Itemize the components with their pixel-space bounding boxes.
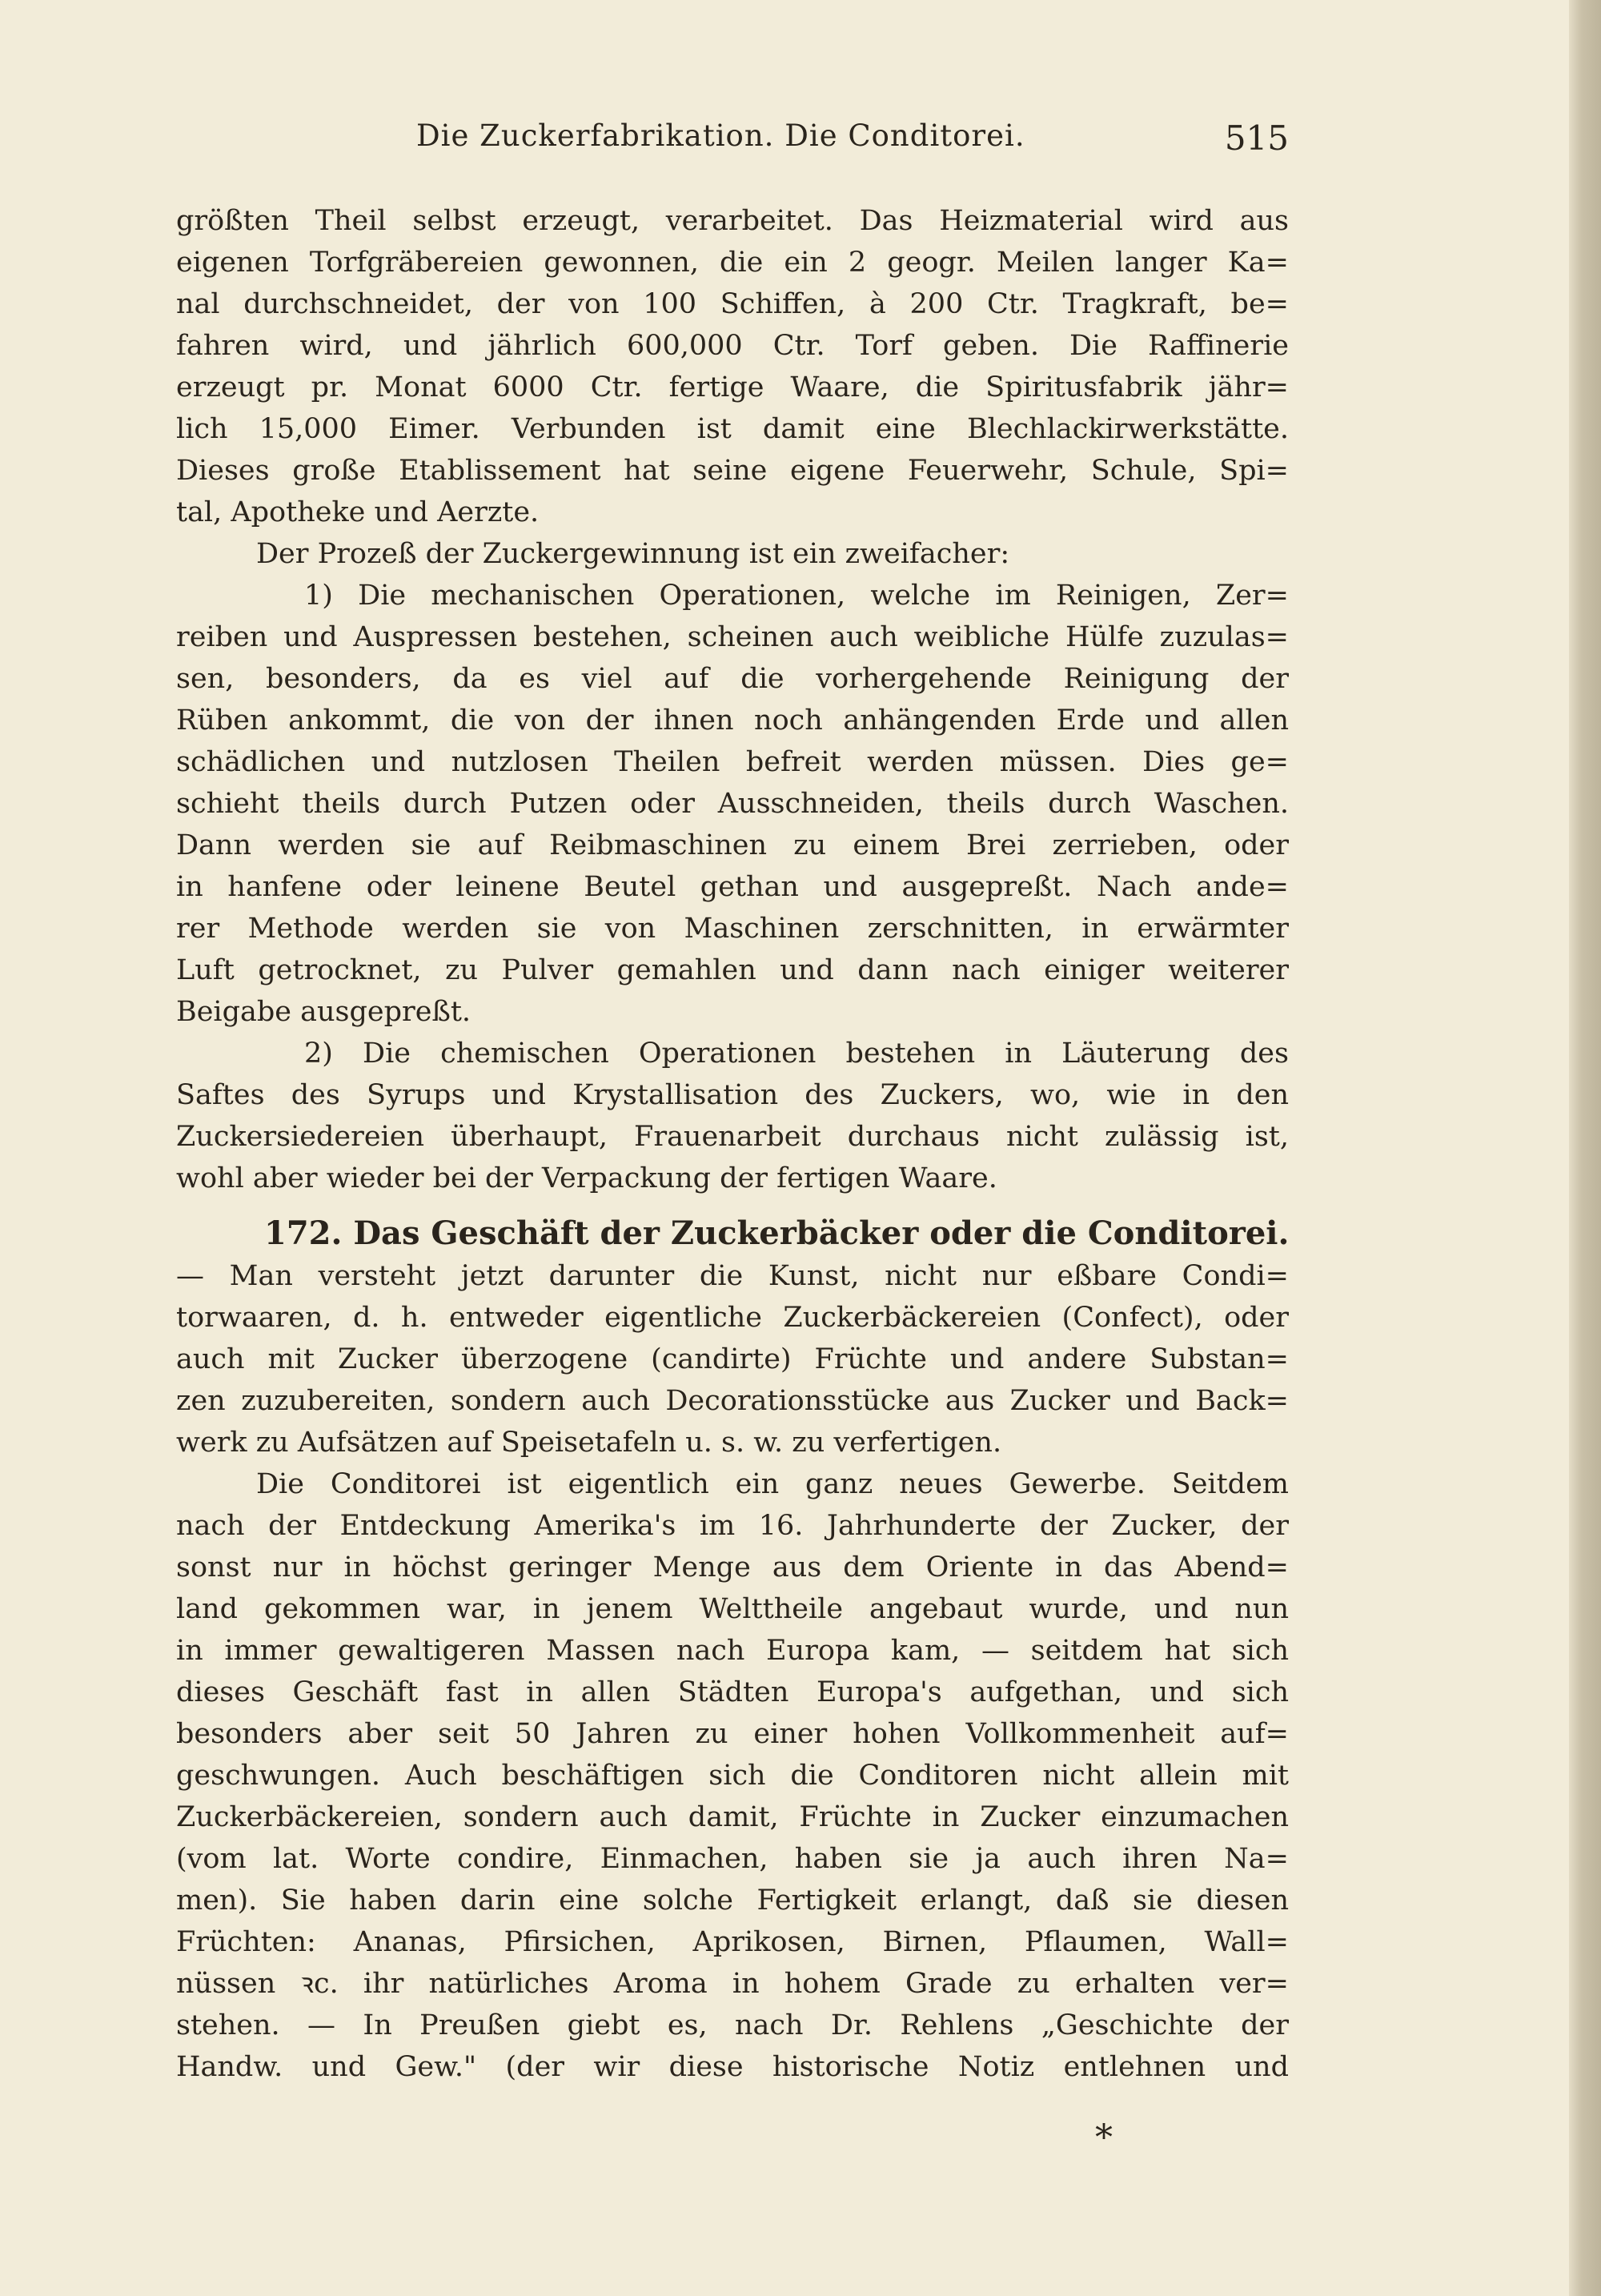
text-line: dieses Geschäft fast in allen Städten Europa's aufgethan, und sich [176, 1676, 1289, 1708]
text-line: — Man versteht jetzt darunter die Kunst, nicht nur eßbare Condi= [176, 1260, 1289, 1292]
text-line: rer Methode werden sie von Maschinen zerschnitten, in erwärmter [176, 913, 1289, 945]
text-line: Dann werden sie auf Reibmaschinen zu einem Brei zerrieben, oder [176, 829, 1289, 861]
page-edge [1569, 0, 1601, 2296]
text-line: in immer gewaltigeren Massen nach Europa kam, — seitdem hat sich [176, 1635, 1289, 1667]
text-line: (vom lat. Worte condire, Einmachen, haben sie ja auch ihren Na= [176, 1843, 1289, 1875]
section-heading: 172. Das Geschäft der Zuckerbäcker oder die Conditorei. [264, 1214, 1290, 1252]
text-line: werk zu Aufsätzen auf Speisetafeln u. s. w. zu verfertigen. [176, 1427, 1002, 1459]
text-line: besonders aber seit 50 Jahren zu einer hohen Vollkommenheit auf= [176, 1718, 1289, 1750]
text-line: Früchten: Ananas, Pfirsichen, Aprikosen, Birnen, Pflaumen, Wall= [176, 1926, 1289, 1958]
text-line: sonst nur in höchst geringer Menge aus dem Oriente in das Abend= [176, 1551, 1289, 1584]
text-line: auch mit Zucker überzogene (candirte) Früchte und andere Substan= [176, 1343, 1289, 1375]
text-line: reiben und Auspressen bestehen, scheinen auch weibliche Hülfe zuzulas= [176, 621, 1289, 653]
text-line: torwaaren, d. h. entweder eigentliche Zuckerbäckereien (Confect), oder [176, 1302, 1289, 1334]
running-title: Die Zuckerfabrikation. Die Conditorei. [416, 118, 1025, 153]
text-line: schädlichen und nutzlosen Theilen befreit werden müssen. Dies ge= [176, 746, 1289, 778]
text-line: erzeugt pr. Monat 6000 Ctr. fertige Waare, die Spiritusfabrik jähr= [176, 371, 1289, 403]
text-line: Zuckerbäckereien, sondern auch damit, Früchte in Zucker einzumachen [176, 1801, 1289, 1833]
text-line: sen, besonders, da es viel auf die vorhergehende Reinigung der [176, 663, 1289, 695]
text-line: land gekommen war, in jenem Welttheile angebaut wurde, und nun [176, 1593, 1289, 1625]
text-line: eigenen Torfgräbereien gewonnen, die ein 2 geogr. Meilen langer Ka= [176, 247, 1289, 279]
text-line: Rüben ankommt, die von der ihnen noch anhängenden Erde und allen [176, 704, 1289, 737]
signature-mark: * [1095, 2117, 1113, 2158]
text-line: in hanfene oder leinene Beutel gethan und ausgepreßt. Nach ande= [176, 871, 1289, 903]
text-line: nal durchschneidet, der von 100 Schiffen, à 200 Ctr. Tragkraft, be= [176, 288, 1289, 320]
text-line: men). Sie haben darin eine solche Fertigkeit erlangt, daß sie diesen [176, 1885, 1289, 1917]
text-line: tal, Apotheke und Aerzte. [176, 496, 540, 528]
text-line: Der Prozeß der Zuckergewinnung ist ein zweifacher: [256, 538, 1010, 570]
text-line: 2) Die chemischen Operationen bestehen in Läuterung des [304, 1038, 1289, 1070]
text-line: zen zuzubereiten, sondern auch Decorationsstücke aus Zucker und Back= [176, 1385, 1289, 1417]
text-line: Dieses große Etablissement hat seine eigene Feuerwehr, Schule, Spi= [176, 455, 1289, 487]
text-line: Saftes des Syrups und Krystallisation des Zuckers, wo, wie in den [176, 1079, 1289, 1111]
page-header [176, 118, 1289, 160]
text-line: geschwungen. Auch beschäftigen sich die Conditoren nicht allein mit [176, 1760, 1289, 1792]
text-line: schieht theils durch Putzen oder Ausschneiden, theils durch Waschen. [176, 788, 1289, 820]
text-line: lich 15,000 Eimer. Verbunden ist damit eine Blechlackirwerkstätte. [176, 413, 1289, 445]
text-block-after [176, 1255, 1289, 2088]
text-line: Luft getrocknet, zu Pulver gemahlen und dann nach einiger weiterer [176, 954, 1289, 986]
text-line: Beigabe ausgepreßt. [176, 996, 471, 1028]
text-line: größten Theil selbst erzeugt, verarbeitet. Das Heizmaterial wird aus [176, 205, 1289, 237]
text-line: wohl aber wieder bei der Verpackung der fertigen Waare. [176, 1162, 997, 1194]
text-line: stehen. — In Preußen giebt es, nach Dr. Rehlens „Geschichte der [176, 2009, 1289, 2041]
text-block-before [176, 200, 1289, 1199]
text-line: Die Conditorei ist eigentlich ein ganz neues Gewerbe. Seitdem [256, 1468, 1289, 1500]
page-number: 515 [1224, 118, 1289, 158]
text-line: Handw. und Gew." (der wir diese historische Notiz entlehnen und [176, 2051, 1289, 2083]
text-line: 1) Die mechanischen Operationen, welche im Reinigen, Zer= [304, 580, 1289, 612]
text-line: fahren wird, und jährlich 600,000 Ctr. Torf geben. Die Raffinerie [176, 330, 1289, 362]
text-line: nach der Entdeckung Amerika's im 16. Jahrhunderte der Zucker, der [176, 1510, 1289, 1542]
page-body [176, 200, 1289, 2088]
text-line: Zuckersiedereien überhaupt, Frauenarbeit durchaus nicht zulässig ist, [176, 1121, 1289, 1153]
text-line: nüssen ꝛc. ihr natürliches Aroma in hohem Grade zu erhalten ver= [176, 1968, 1289, 2000]
